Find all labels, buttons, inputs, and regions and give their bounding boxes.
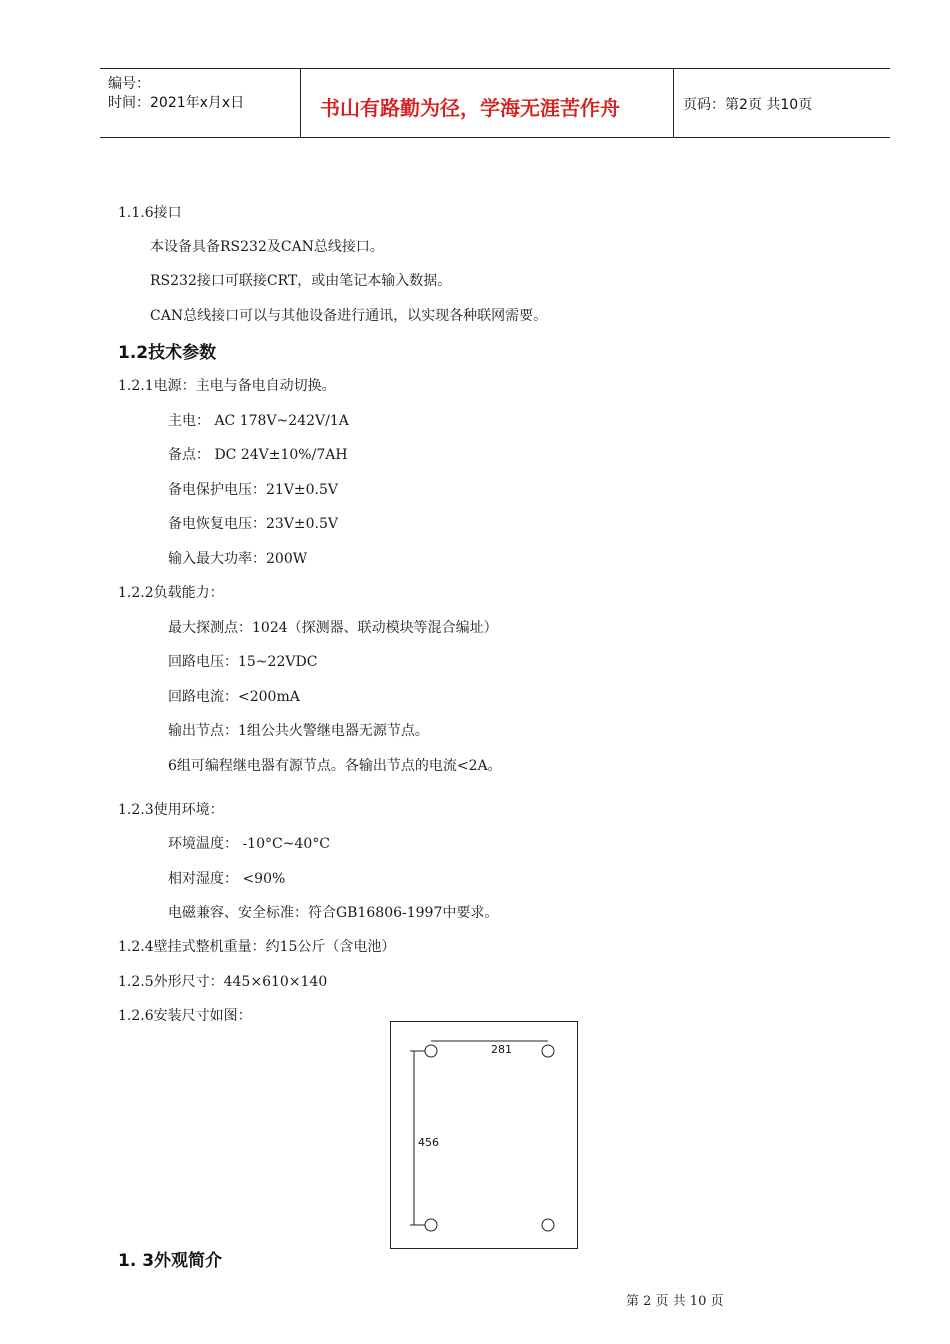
spec-line: 备电保护电压：21V±0.5V [168,482,339,498]
header-motto: 书山有路勤为径，学海无涯苦作舟 [320,96,620,120]
spec-line: 输入最大功率：200W [168,551,308,567]
page-number-label: 页码：第2页 共10页 [683,97,813,113]
spec-line: 6组可编程继电器有源节点。各输出节点的电流<2A。 [168,758,502,774]
page-footer: 第 2 页 共 10 页 [626,1294,724,1309]
section-1-2-6: 1.2.6安装尺寸如图： [118,1008,252,1024]
section-1-1-6-title: 1.1.6接口 [118,205,182,221]
mounting-hole [542,1045,554,1057]
width-dimension-label: 281 [491,1043,512,1056]
interface-paragraph: 本设备具备RS232及CAN总线接口。 [150,239,384,255]
spec-line: 备点： DC 24V±10%/7AH [168,447,348,463]
spec-line: 相对湿度： <90% [168,871,286,887]
page-header [100,68,890,138]
interface-paragraph: CAN总线接口可以与其他设备进行通讯，以实现各种联网需要。 [150,308,548,324]
section-1-2-2-title: 1.2.2负载能力： [118,585,224,601]
mounting-diagram [390,1021,578,1249]
section-1-2-1-title: 1.2.1电源：主电与备电自动切换。 [118,378,336,394]
height-dimension-label: 456 [418,1136,439,1149]
spec-line: 最大探测点：1024（探测器、联动模块等混合编址） [168,620,498,636]
mounting-hole [542,1219,554,1231]
spec-line: 回路电流：<200mA [168,689,300,705]
mounting-diagram-drawing [391,1022,577,1248]
section-1-3-heading: 1. 3外观简介 [118,1251,223,1271]
mounting-hole [425,1219,437,1231]
spec-line: 电磁兼容、安全标准：符合GB16806-1997中要求。 [168,905,499,921]
header-divider [300,69,301,137]
spec-line: 主电： AC 178V~242V/1A [168,413,349,429]
interface-paragraph: RS232接口可联接CRT，或由笔记本输入数据。 [150,273,452,289]
spec-line: 备电恢复电压：23V±0.5V [168,516,339,532]
section-1-2-4: 1.2.4壁挂式整机重量：约15公斤（含电池） [118,939,396,955]
document-time-label: 时间：2021年x月x日 [108,95,245,111]
header-divider [673,69,674,137]
spec-line: 输出节点：1组公共火警继电器无源节点。 [168,723,429,739]
section-1-2-5: 1.2.5外形尺寸：445×610×140 [118,974,328,990]
document-number-label: 编号： [108,76,150,92]
section-1-2-heading: 1.2技术参数 [118,343,217,363]
spec-line: 回路电压：15~22VDC [168,654,318,670]
section-1-2-3-title: 1.2.3使用环境： [118,802,224,818]
mounting-hole [425,1045,437,1057]
spec-line: 环境温度： -10°C~40°C [168,836,330,852]
